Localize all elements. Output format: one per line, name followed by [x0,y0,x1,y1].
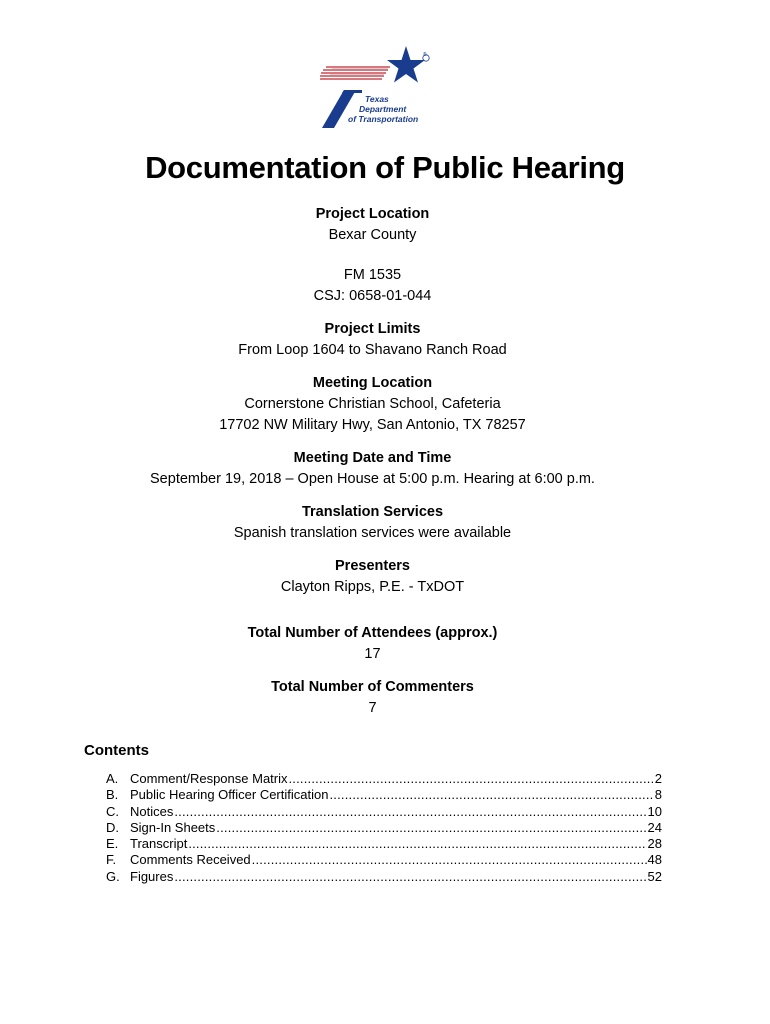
toc-leader-dots [329,787,653,803]
csj-value: CSJ: 0658-01-044 [313,288,432,304]
toc-page-number[interactable]: 24 [647,819,662,835]
txdot-logo [314,44,434,130]
meeting-date-heading: Meeting Date and Time [293,450,452,466]
commenters-heading: Total Number of Commenters [271,679,474,695]
toc-letter: E. [106,836,119,852]
logo-line-texas: Texas [365,94,389,104]
toc-page-number[interactable]: 48 [647,852,662,868]
toc-leader-dots [216,820,646,836]
attendees-value: 17 [364,646,381,662]
logo-line-department: Department [359,104,407,114]
toc-leader-dots [252,852,647,868]
commenters-section [0,677,745,719]
toc-label[interactable]: Transcript [130,836,188,852]
toc-page-number[interactable]: 28 [647,836,662,852]
contents-heading: Contents [84,742,149,759]
toc-letter: C. [106,803,119,819]
meeting-location-line1: Cornerstone Christian School, Cafeteria [244,396,501,412]
toc-letter: D. [106,819,119,835]
meeting-date-value: September 19, 2018 – Open House at 5:00 p.m. Hearing at 6:00 p.m. [150,471,595,487]
meeting-location-heading: Meeting Location [312,375,433,391]
registered-mark: ® [423,52,427,58]
toc-leader-dots [188,836,646,852]
toc-label[interactable]: Comment/Response Matrix [130,771,288,786]
toc-page-number[interactable]: 8 [654,787,662,803]
toc-leader-dots [174,804,646,820]
presenters-value: Clayton Ripps, P.E. - TxDOT [280,579,465,595]
meeting-location-section [0,373,745,436]
presenters-heading: Presenters [335,558,410,574]
translation-value: Spanish translation services were available [233,525,512,541]
toc-letter: B. [106,787,119,803]
project-limits-section [0,319,745,361]
toc-page-number[interactable]: 52 [647,868,662,884]
toc-label[interactable]: Public Hearing Officer Certification [130,787,329,803]
logo-line-transportation: of Transportation [348,114,419,124]
project-limits-value: From Loop 1604 to Shavano Ranch Road [238,342,507,358]
meeting-location-line2: 17702 NW Military Hwy, San Antonio, TX 78257 [219,417,526,433]
attendees-section [0,623,745,665]
document-title: Documentation of Public Hearing [145,150,625,185]
project-location-section [0,204,745,246]
logo-wordmark [348,94,418,124]
attendees-heading: Total Number of Attendees (approx.) [247,625,498,641]
toc-letter: G. [106,868,120,884]
meeting-date-section [0,448,745,490]
highway-value: FM 1535 [343,267,402,283]
presenters-section [0,556,745,598]
toc-entry[interactable] [106,787,662,803]
toc-letter: A. [106,771,119,786]
toc-label[interactable]: Notices [130,803,174,819]
translation-section [0,502,745,544]
project-location-heading: Project Location [315,206,430,222]
toc-label[interactable]: Figures [130,868,174,884]
toc-entry[interactable] [106,836,662,852]
commenters-value: 7 [368,700,377,716]
toc-label[interactable]: Comments Received [130,852,251,868]
toc-letter: F. [106,852,117,868]
translation-heading: Translation Services [301,504,444,520]
toc-entry[interactable] [106,771,662,787]
toc-entry[interactable] [106,804,662,820]
toc-page-number[interactable]: 10 [647,803,662,819]
toc-leader-dots [289,771,654,787]
highway-section [0,265,745,307]
toc-entry[interactable] [106,852,662,868]
toc-page-number[interactable]: 2 [654,771,662,786]
toc-entry[interactable] [106,820,662,836]
project-limits-heading: Project Limits [324,321,421,337]
table-of-contents [106,771,662,885]
toc-leader-dots [174,869,646,885]
toc-entry[interactable] [106,869,662,885]
toc-label[interactable]: Sign-In Sheets [130,819,216,835]
project-location-value: Bexar County [328,227,417,243]
